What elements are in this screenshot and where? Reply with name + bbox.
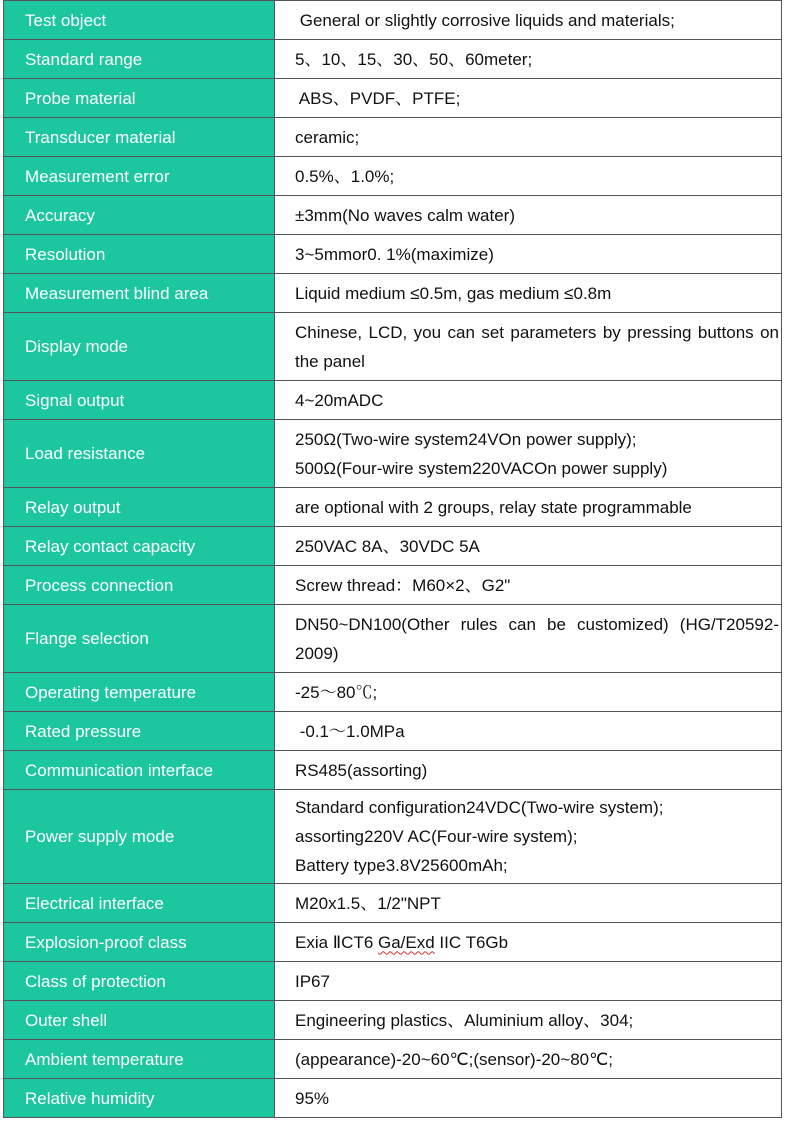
row-label-probe-material: Probe material bbox=[4, 79, 275, 118]
row-value-test-object: General or slightly corrosive liquids and materials; bbox=[275, 1, 782, 40]
row-label-accuracy: Accuracy bbox=[4, 196, 275, 235]
row-value-probe-material: ABS、PVDF、PTFE; bbox=[275, 79, 782, 118]
table-row bbox=[4, 1, 782, 40]
value-part: IIC T6Gb bbox=[434, 932, 509, 952]
value-part: Exia ⅡCT6 bbox=[295, 932, 378, 952]
table-row bbox=[4, 196, 782, 235]
row-value-standard-range: 5、10、15、30、50、60meter; bbox=[275, 40, 782, 79]
row-value-measurement-blind-area: Liquid medium ≤0.5m, gas medium ≤0.8m bbox=[275, 274, 782, 313]
row-label-electrical-interface: Electrical interface bbox=[4, 884, 275, 923]
table-row bbox=[4, 962, 782, 1001]
row-label-flange-selection: Flange selection bbox=[4, 605, 275, 673]
row-label-relay-output: Relay output bbox=[4, 488, 275, 527]
row-label-resolution: Resolution bbox=[4, 235, 275, 274]
table-row bbox=[4, 527, 782, 566]
row-label-signal-output: Signal output bbox=[4, 381, 275, 420]
row-label-standard-range: Standard range bbox=[4, 40, 275, 79]
table-row bbox=[4, 751, 782, 790]
table-row bbox=[4, 673, 782, 712]
table-row bbox=[4, 313, 782, 381]
table-row bbox=[4, 566, 782, 605]
row-label-test-object: Test object bbox=[4, 1, 275, 40]
row-value-communication-interface: RS485(assorting) bbox=[275, 751, 782, 790]
row-label-relay-contact-capacity: Relay contact capacity bbox=[4, 527, 275, 566]
table-row bbox=[4, 790, 782, 884]
row-value-display-mode: Chinese, LCD, you can set parameters by pressing buttons on the panel bbox=[275, 313, 782, 381]
row-label-communication-interface: Communication interface bbox=[4, 751, 275, 790]
row-label-operating-temperature: Operating temperature bbox=[4, 673, 275, 712]
value-line: 250Ω(Two-wire system24VOn power supply); bbox=[295, 429, 637, 449]
table-row bbox=[4, 488, 782, 527]
row-label-power-supply-mode: Power supply mode bbox=[4, 790, 275, 884]
row-label-measurement-error: Measurement error bbox=[4, 157, 275, 196]
table-row bbox=[4, 274, 782, 313]
row-value-relay-contact-capacity: 250VAC 8A、30VDC 5A bbox=[275, 527, 782, 566]
row-label-process-connection: Process connection bbox=[4, 566, 275, 605]
row-value-power-supply-mode bbox=[275, 790, 782, 884]
table-row bbox=[4, 1079, 782, 1118]
value-line: 500Ω(Four-wire system220VACOn power supply) bbox=[295, 458, 668, 478]
row-value-transducer-material: ceramic; bbox=[275, 118, 782, 157]
row-value-operating-temperature: -25～80℃; bbox=[275, 673, 782, 712]
row-value-relative-humidity: 95% bbox=[275, 1079, 782, 1118]
row-value-load-resistance bbox=[275, 420, 782, 488]
table-row bbox=[4, 118, 782, 157]
table-row bbox=[4, 1040, 782, 1079]
table-row bbox=[4, 1001, 782, 1040]
table-row bbox=[4, 923, 782, 962]
value-line: assorting220V AC(Four-wire system); bbox=[295, 827, 578, 846]
row-value-relay-output: are optional with 2 groups, relay state programmable bbox=[275, 488, 782, 527]
row-value-resolution: 3~5mmor0. 1%(maximize) bbox=[275, 235, 782, 274]
row-value-accuracy: ±3mm(No waves calm water) bbox=[275, 196, 782, 235]
row-label-display-mode: Display mode bbox=[4, 313, 275, 381]
row-label-transducer-material: Transducer material bbox=[4, 118, 275, 157]
row-label-ambient-temperature: Ambient temperature bbox=[4, 1040, 275, 1079]
row-label-outer-shell: Outer shell bbox=[4, 1001, 275, 1040]
table-row bbox=[4, 712, 782, 751]
row-label-load-resistance: Load resistance bbox=[4, 420, 275, 488]
row-label-explosion-proof-class: Explosion-proof class bbox=[4, 923, 275, 962]
table-row bbox=[4, 40, 782, 79]
row-value-signal-output: 4~20mADC bbox=[275, 381, 782, 420]
row-value-rated-pressure: -0.1～1.0MPa bbox=[275, 712, 782, 751]
spellcheck-underlined-text: Ga/Exd bbox=[378, 932, 435, 952]
row-label-relative-humidity: Relative humidity bbox=[4, 1079, 275, 1118]
row-value-class-of-protection: IP67 bbox=[275, 962, 782, 1001]
row-value-process-connection: Screw thread：M60×2、G2" bbox=[275, 566, 782, 605]
row-value-ambient-temperature: (appearance)-20~60℃;(sensor)-20~80℃; bbox=[275, 1040, 782, 1079]
row-value-electrical-interface: M20x1.5、1/2"NPT bbox=[275, 884, 782, 923]
row-label-rated-pressure: Rated pressure bbox=[4, 712, 275, 751]
specification-table bbox=[3, 0, 782, 1118]
row-value-measurement-error: 0.5%、1.0%; bbox=[275, 157, 782, 196]
row-value-outer-shell: Engineering plastics、Aluminium alloy、304; bbox=[275, 1001, 782, 1040]
table-row bbox=[4, 884, 782, 923]
table-row bbox=[4, 79, 782, 118]
table-row bbox=[4, 605, 782, 673]
table-row bbox=[4, 235, 782, 274]
row-label-measurement-blind-area: Measurement blind area bbox=[4, 274, 275, 313]
row-label-class-of-protection: Class of protection bbox=[4, 962, 275, 1001]
row-value-explosion-proof-class bbox=[275, 923, 782, 962]
table-row bbox=[4, 157, 782, 196]
value-line: Standard configuration24VDC(Two-wire system); bbox=[295, 798, 664, 817]
table-row bbox=[4, 420, 782, 488]
table-row bbox=[4, 381, 782, 420]
row-value-flange-selection: DN50~DN100(Other rules can be customized) (HG/T20592-2009) bbox=[275, 605, 782, 673]
value-line: Battery type3.8V25600mAh; bbox=[295, 856, 508, 875]
